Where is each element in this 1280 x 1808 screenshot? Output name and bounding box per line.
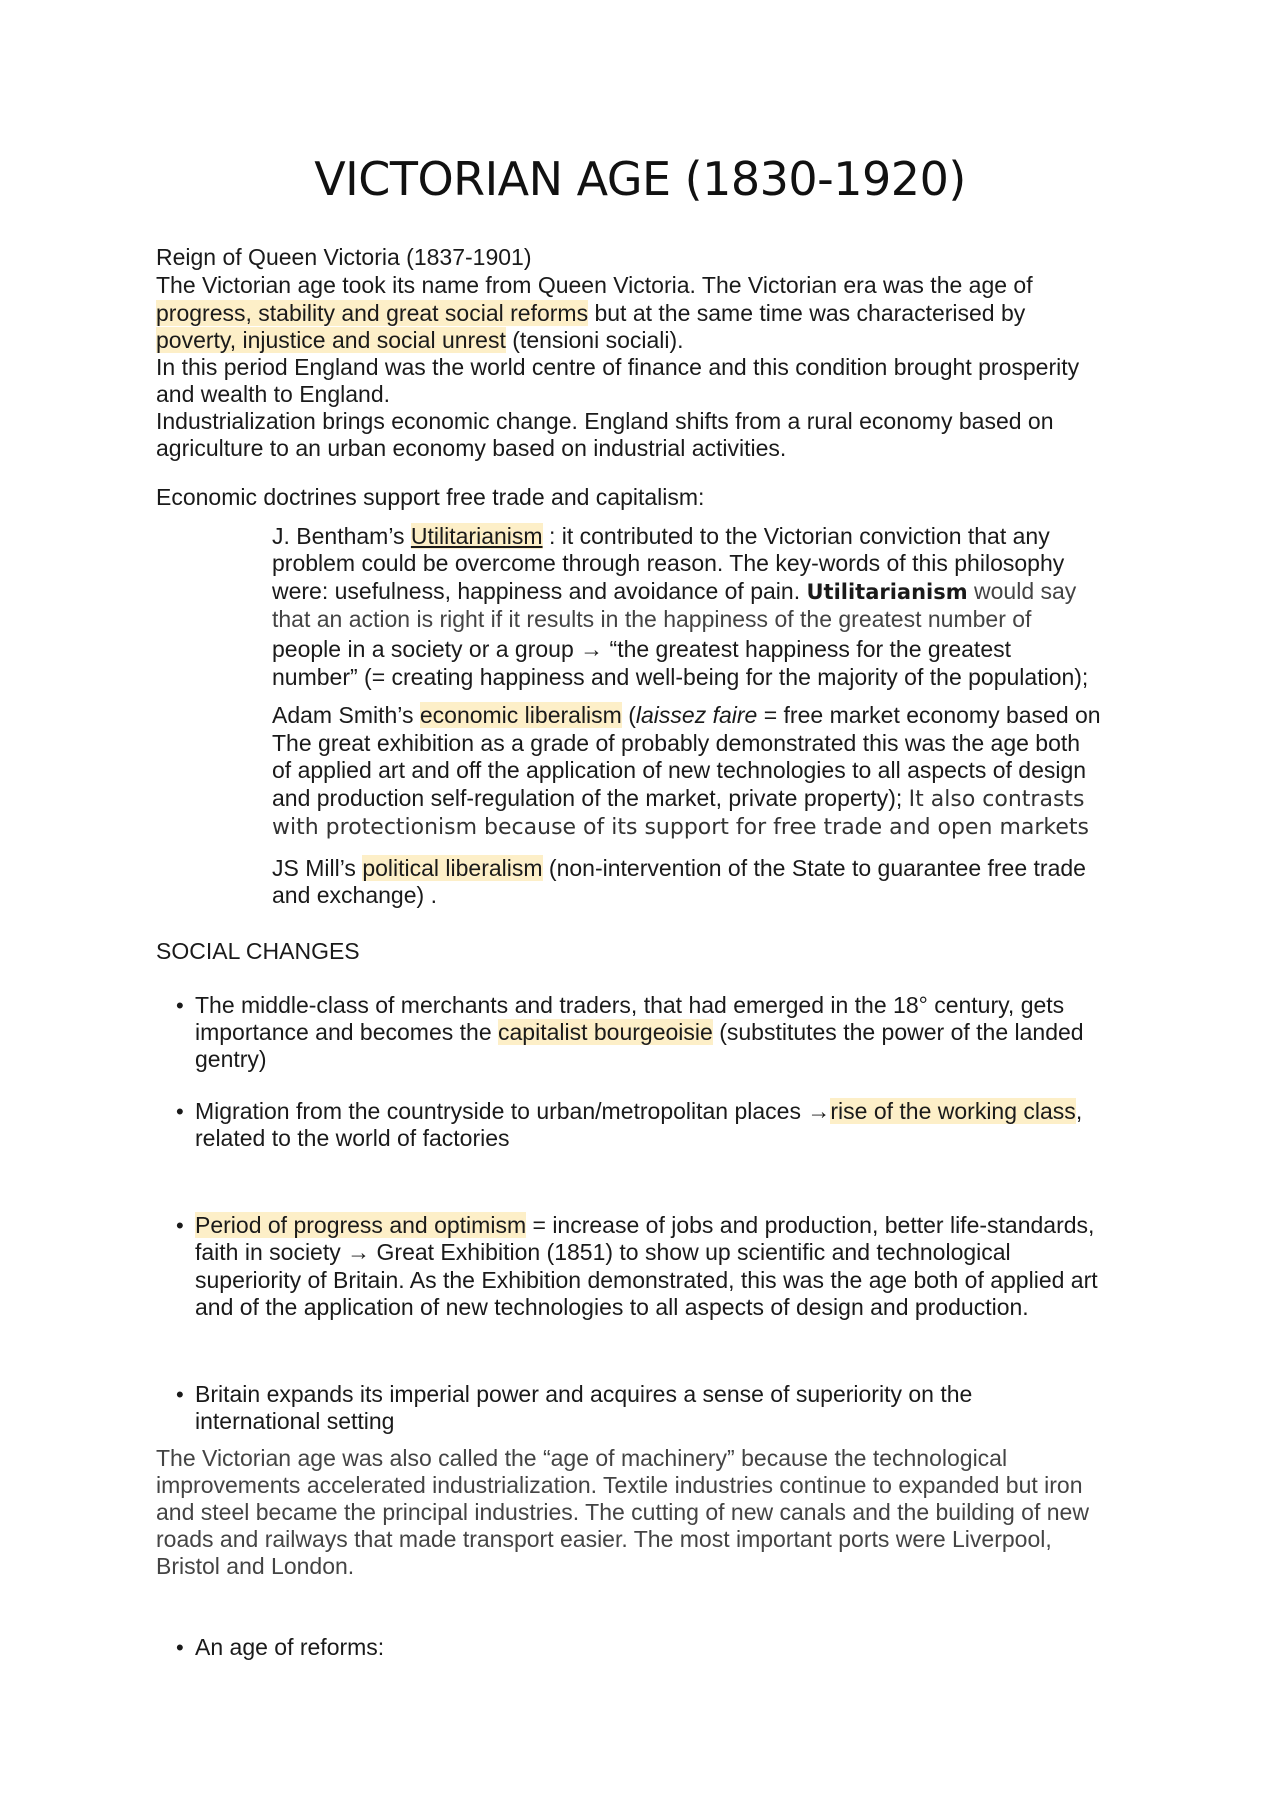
smith-line-1-rest: = free market economy based on xyxy=(757,702,1101,728)
bullet-2-line-2: related to the world of factories xyxy=(195,1125,510,1151)
bullet-1-line-1: The middle-class of merchants and traders, that had emerged in the 18° century, gets xyxy=(195,992,1065,1018)
mill-line-1 xyxy=(272,855,1086,882)
economic-heading: Economic doctrines support free trade and capitalism: xyxy=(156,484,705,510)
bullet-3-line-3: superiority of Britain. As the Exhibition demonstrated, this was the age both of applied art xyxy=(195,1267,1098,1293)
smith-line-3: of applied art and off the application of new technologies to all aspects of design xyxy=(272,757,1087,783)
intro-line-1: The Victorian age took its name from Queen Victoria. The Victorian era was the age of xyxy=(156,272,1033,298)
highlight-progress: progress, stability and great social reforms xyxy=(156,300,589,326)
smith-line-5: with protectionism because of its support for free trade and open markets xyxy=(272,815,1089,840)
smith-line-4-b: It also contrasts xyxy=(908,787,1085,812)
highlight-political-liberalism: political liberalism xyxy=(362,855,543,881)
machinery-line-5: Bristol and London. xyxy=(156,1553,355,1579)
bullet-1-line-3: gentry) xyxy=(195,1046,267,1072)
smith-name: Adam Smith’s xyxy=(272,702,420,728)
bentham-utilitarianism-bold: Utilitarianism xyxy=(806,580,968,604)
page-title: VICTORIAN AGE (1830-1920) xyxy=(314,152,966,206)
bentham-line-4: that an action is right if it results in the happiness of the greatest number of xyxy=(272,606,1032,632)
highlight-utilitarianism: Utilitarianism xyxy=(410,523,543,549)
bullet-3-line-1-b: = increase of jobs and production, better life-standards, xyxy=(526,1212,1095,1238)
bullet-5: • xyxy=(176,1635,184,1660)
social-changes-heading: SOCIAL CHANGES xyxy=(156,938,360,964)
bentham-name: J. Bentham’s xyxy=(272,523,411,549)
intro-line-7: agriculture to an urban economy based on industrial activities. xyxy=(156,435,787,461)
bullet-3-line-1 xyxy=(195,1212,1094,1239)
machinery-line-4: roads and railways that made transport easier. The most important ports were Liverpool, xyxy=(156,1526,1052,1552)
mill-name: JS Mill’s xyxy=(272,855,363,881)
mill-line-1-rest: (non-intervention of the State to guarantee free trade xyxy=(542,855,1086,881)
smith-line-2: The great exhibition as a grade of probably demonstrated this was the age both xyxy=(272,730,1081,756)
machinery-line-3: and steel became the principal industries. The cutting of new canals and the building of new xyxy=(156,1499,1089,1525)
bullet-4-line-1: Britain expands its imperial power and acquires a sense of superiority on the xyxy=(195,1381,973,1407)
bullet-1-line-2-a: importance and becomes the xyxy=(195,1019,499,1045)
bullet-1: • xyxy=(176,993,184,1018)
highlight-poverty: poverty, injustice and social unrest xyxy=(156,327,506,353)
bullet-3-line-2: faith in society → Great Exhibition (1851) to show up scientific and technological xyxy=(195,1239,1011,1265)
bullet-2: • xyxy=(176,1099,184,1124)
bullet-2-line-1-b: , xyxy=(1075,1098,1083,1124)
bullet-2-line-1 xyxy=(195,1098,1082,1125)
intro-line-5: and wealth to England. xyxy=(156,381,391,407)
bullet-3-line-4: and of the application of new technologies to all aspects of design and production. xyxy=(195,1294,1029,1320)
smith-line-4 xyxy=(272,785,1085,813)
mill-line-2: and exchange) . xyxy=(272,882,437,908)
intro-line-3 xyxy=(156,327,684,354)
smith-line-1 xyxy=(272,702,1101,729)
bentham-line-3 xyxy=(272,578,1076,606)
bentham-line-1-rest: : it contributed to the Victorian conviction that any xyxy=(542,523,1050,549)
smith-paren: ( xyxy=(621,702,636,728)
machinery-line-1: The Victorian age was also called the “age of machinery” because the technological xyxy=(156,1445,1008,1471)
bullet-3: • xyxy=(176,1213,184,1238)
bentham-line-6: number” (= creating happiness and well-being for the majority of the population); xyxy=(272,664,1089,690)
laissez-faire: laissez faire xyxy=(635,702,758,728)
bullet-4-line-2: international setting xyxy=(195,1408,395,1434)
highlight-progress-optimism: Period of progress and optimism xyxy=(195,1212,527,1238)
bullet-5-line-1: An age of reforms: xyxy=(195,1634,385,1660)
highlight-economic-liberalism: economic liberalism xyxy=(419,702,622,728)
smith-line-4-a: and production self-regulation of the market, private property); xyxy=(272,785,909,811)
bentham-line-3-b: would say xyxy=(967,578,1077,604)
bullet-1-line-2 xyxy=(195,1019,1084,1046)
intro-line-3-rest: (tensioni sociali). xyxy=(505,327,684,353)
intro-line-2 xyxy=(156,300,1025,327)
bullet-1-line-2-b: (substitutes the power of the landed xyxy=(712,1019,1084,1045)
bentham-line-3-a: were: usefulness, happiness and avoidance of pain. xyxy=(272,578,807,604)
intro-line-4: In this period England was the world centre of finance and this condition brought prosperity xyxy=(156,354,1080,380)
machinery-line-2: improvements accelerated industrialization. Textile industries continue to expanded but iron xyxy=(156,1472,1083,1498)
bullet-2-line-1-a: Migration from the countryside to urban/metropolitan places → xyxy=(195,1098,831,1124)
intro-line-2-rest: but at the same time was characterised by xyxy=(588,300,1026,326)
highlight-working-class: rise of the working class xyxy=(830,1098,1076,1124)
intro-line-6: Industrialization brings economic change. England shifts from a rural economy based on xyxy=(156,408,1054,434)
highlight-capitalist-bourgeoisie: capitalist bourgeoisie xyxy=(498,1019,713,1045)
reign-line: Reign of Queen Victoria (1837-1901) xyxy=(156,244,532,270)
bullet-4: • xyxy=(176,1382,184,1407)
bentham-line-1 xyxy=(272,523,1050,550)
bentham-line-2: problem could be overcome through reason. The key-words of this philosophy xyxy=(272,550,1065,576)
bentham-line-5: people in a society or a group → “the greatest happiness for the greatest xyxy=(272,636,1011,662)
